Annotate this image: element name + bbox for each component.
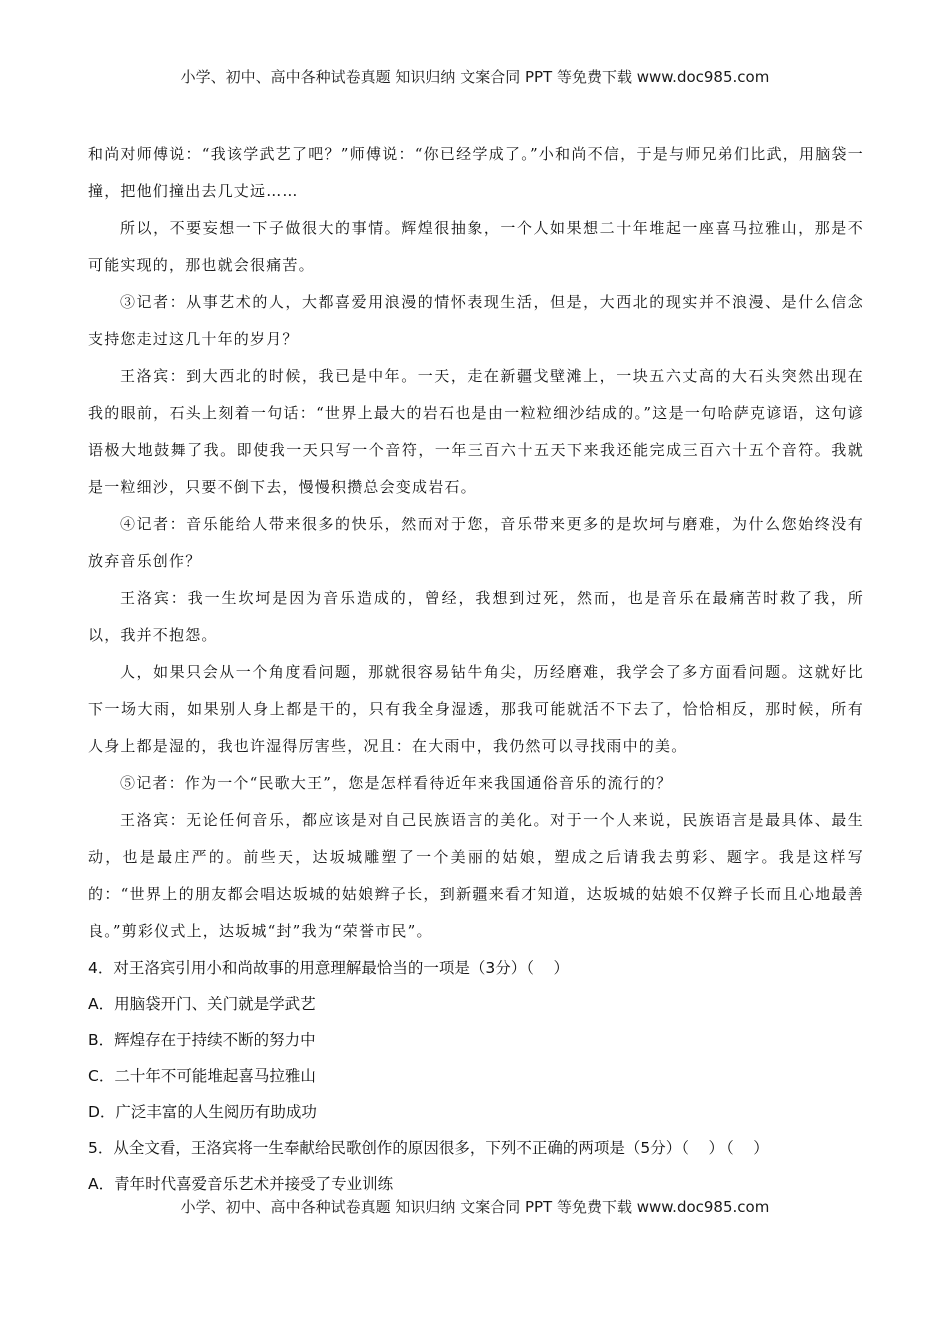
page-footer: 小学、初中、高中各种试卷真题 知识归纳 文案合同 PPT 等免费下载 www.doc985.com bbox=[180, 1198, 770, 1216]
option-c: C．二十年不可能堆起喜马拉雅山 bbox=[88, 1067, 316, 1085]
paragraph: 和尚对师傅说：“我该学武艺了吧？”师傅说：“你已经学成了。”小和尚不信，于是与师兄弟们比武，用脑袋一撞，把他们撞出去几丈远…… bbox=[88, 145, 864, 200]
page-header: 小学、初中、高中各种试卷真题 知识归纳 文案合同 PPT 等免费下载 www.doc985.com bbox=[180, 68, 770, 86]
answer-blank[interactable]: （ ） bbox=[526, 959, 571, 977]
interview-question-3: ③记者：从事艺术的人，大都喜爱用浪漫的情怀表现生活，但是，大西北的现实并不浪漫、是什么信念支持您走过这几十年的岁月？ bbox=[88, 293, 864, 348]
paragraph: 王洛宾：到大西北的时候，我已是中年。一天，走在新疆戈壁滩上，一块五六丈高的大石头突然出现在我的眼前，石头上刻着一句话：“世界上最大的岩石也是由一粒粒细沙结成的。”这是一句哈萨克谚语，这句谚语极大地鼓舞了我。即使我一天只写一个音符，一年三百六十五天下来我还能完成三百六十五个音符。我就是一粒细沙，只要不倒下去，慢慢积攒总会变成岩石。 bbox=[88, 367, 864, 496]
paragraph: 所以，不要妄想一下子做很大的事情。辉煌很抽象，一个人如果想二十年堆起一座喜马拉雅山，那是不可能实现的，那也就会很痛苦。 bbox=[88, 219, 864, 274]
question-5-stem bbox=[88, 1130, 864, 1166]
paragraph: 王洛宾：无论任何音乐，都应该是对自己民族语言的美化。对于一个人来说，民族语言是最具体、最生动，也是最庄严的。前些天，达坂城雕塑了一个美丽的姑娘，塑成之后请我去剪彩、题字。我是这样写的：“世界上的朋友都会唱达坂城的姑娘辫子长，到新疆来看才知道，达坂城的姑娘不仅辫子长而且心地最善良。”剪彩仪式上，达坂城“封”我为“荣誉市民”。 bbox=[88, 811, 864, 940]
document-body bbox=[88, 136, 864, 1202]
interview-question-4: ④记者：音乐能给人带来很多的快乐，然而对于您，音乐带来更多的是坎坷与磨难，为什么您始终没有放弃音乐创作？ bbox=[88, 515, 864, 570]
paragraph: 王洛宾：我一生坎坷是因为音乐造成的，曾经，我想到过死，然而，也是音乐在最痛苦时救了我，所以，我并不抱怨。 bbox=[88, 589, 864, 644]
question-stem-text: 5．从全文看，王洛宾将一生奉献给民歌创作的原因很多，下列不正确的两项是（5分） bbox=[88, 1139, 682, 1157]
paragraph: 人，如果只会从一个角度看问题，那就很容易钻牛角尖，历经磨难，我学会了多方面看问题。这就好比下一场大雨，如果别人身上都是干的，只有我全身湿透，那我可能就活不下去了，恰恰相反，那时候，所有人身上都是湿的，我也许湿得厉害些，况且：在大雨中，我仍然可以寻找雨中的美。 bbox=[88, 663, 864, 755]
answer-blank[interactable]: （ ）（ ） bbox=[681, 1139, 771, 1157]
option-d: D．广泛丰富的人生阅历有助成功 bbox=[88, 1103, 317, 1121]
option-b: B．辉煌存在于持续不断的努力中 bbox=[88, 1031, 316, 1049]
interview-question-5: ⑤记者：作为一个“民歌大王”，您是怎样看待近年来我国通俗音乐的流行的？ bbox=[120, 774, 673, 792]
option-a: A．青年时代喜爱音乐艺术并接受了专业训练 bbox=[88, 1175, 394, 1193]
question-4-stem bbox=[88, 950, 864, 986]
option-a: A．用脑袋开门、关门就是学武艺 bbox=[88, 995, 316, 1013]
question-stem-text: 4．对王洛宾引用小和尚故事的用意理解最恰当的一项是（3分） bbox=[88, 959, 527, 977]
